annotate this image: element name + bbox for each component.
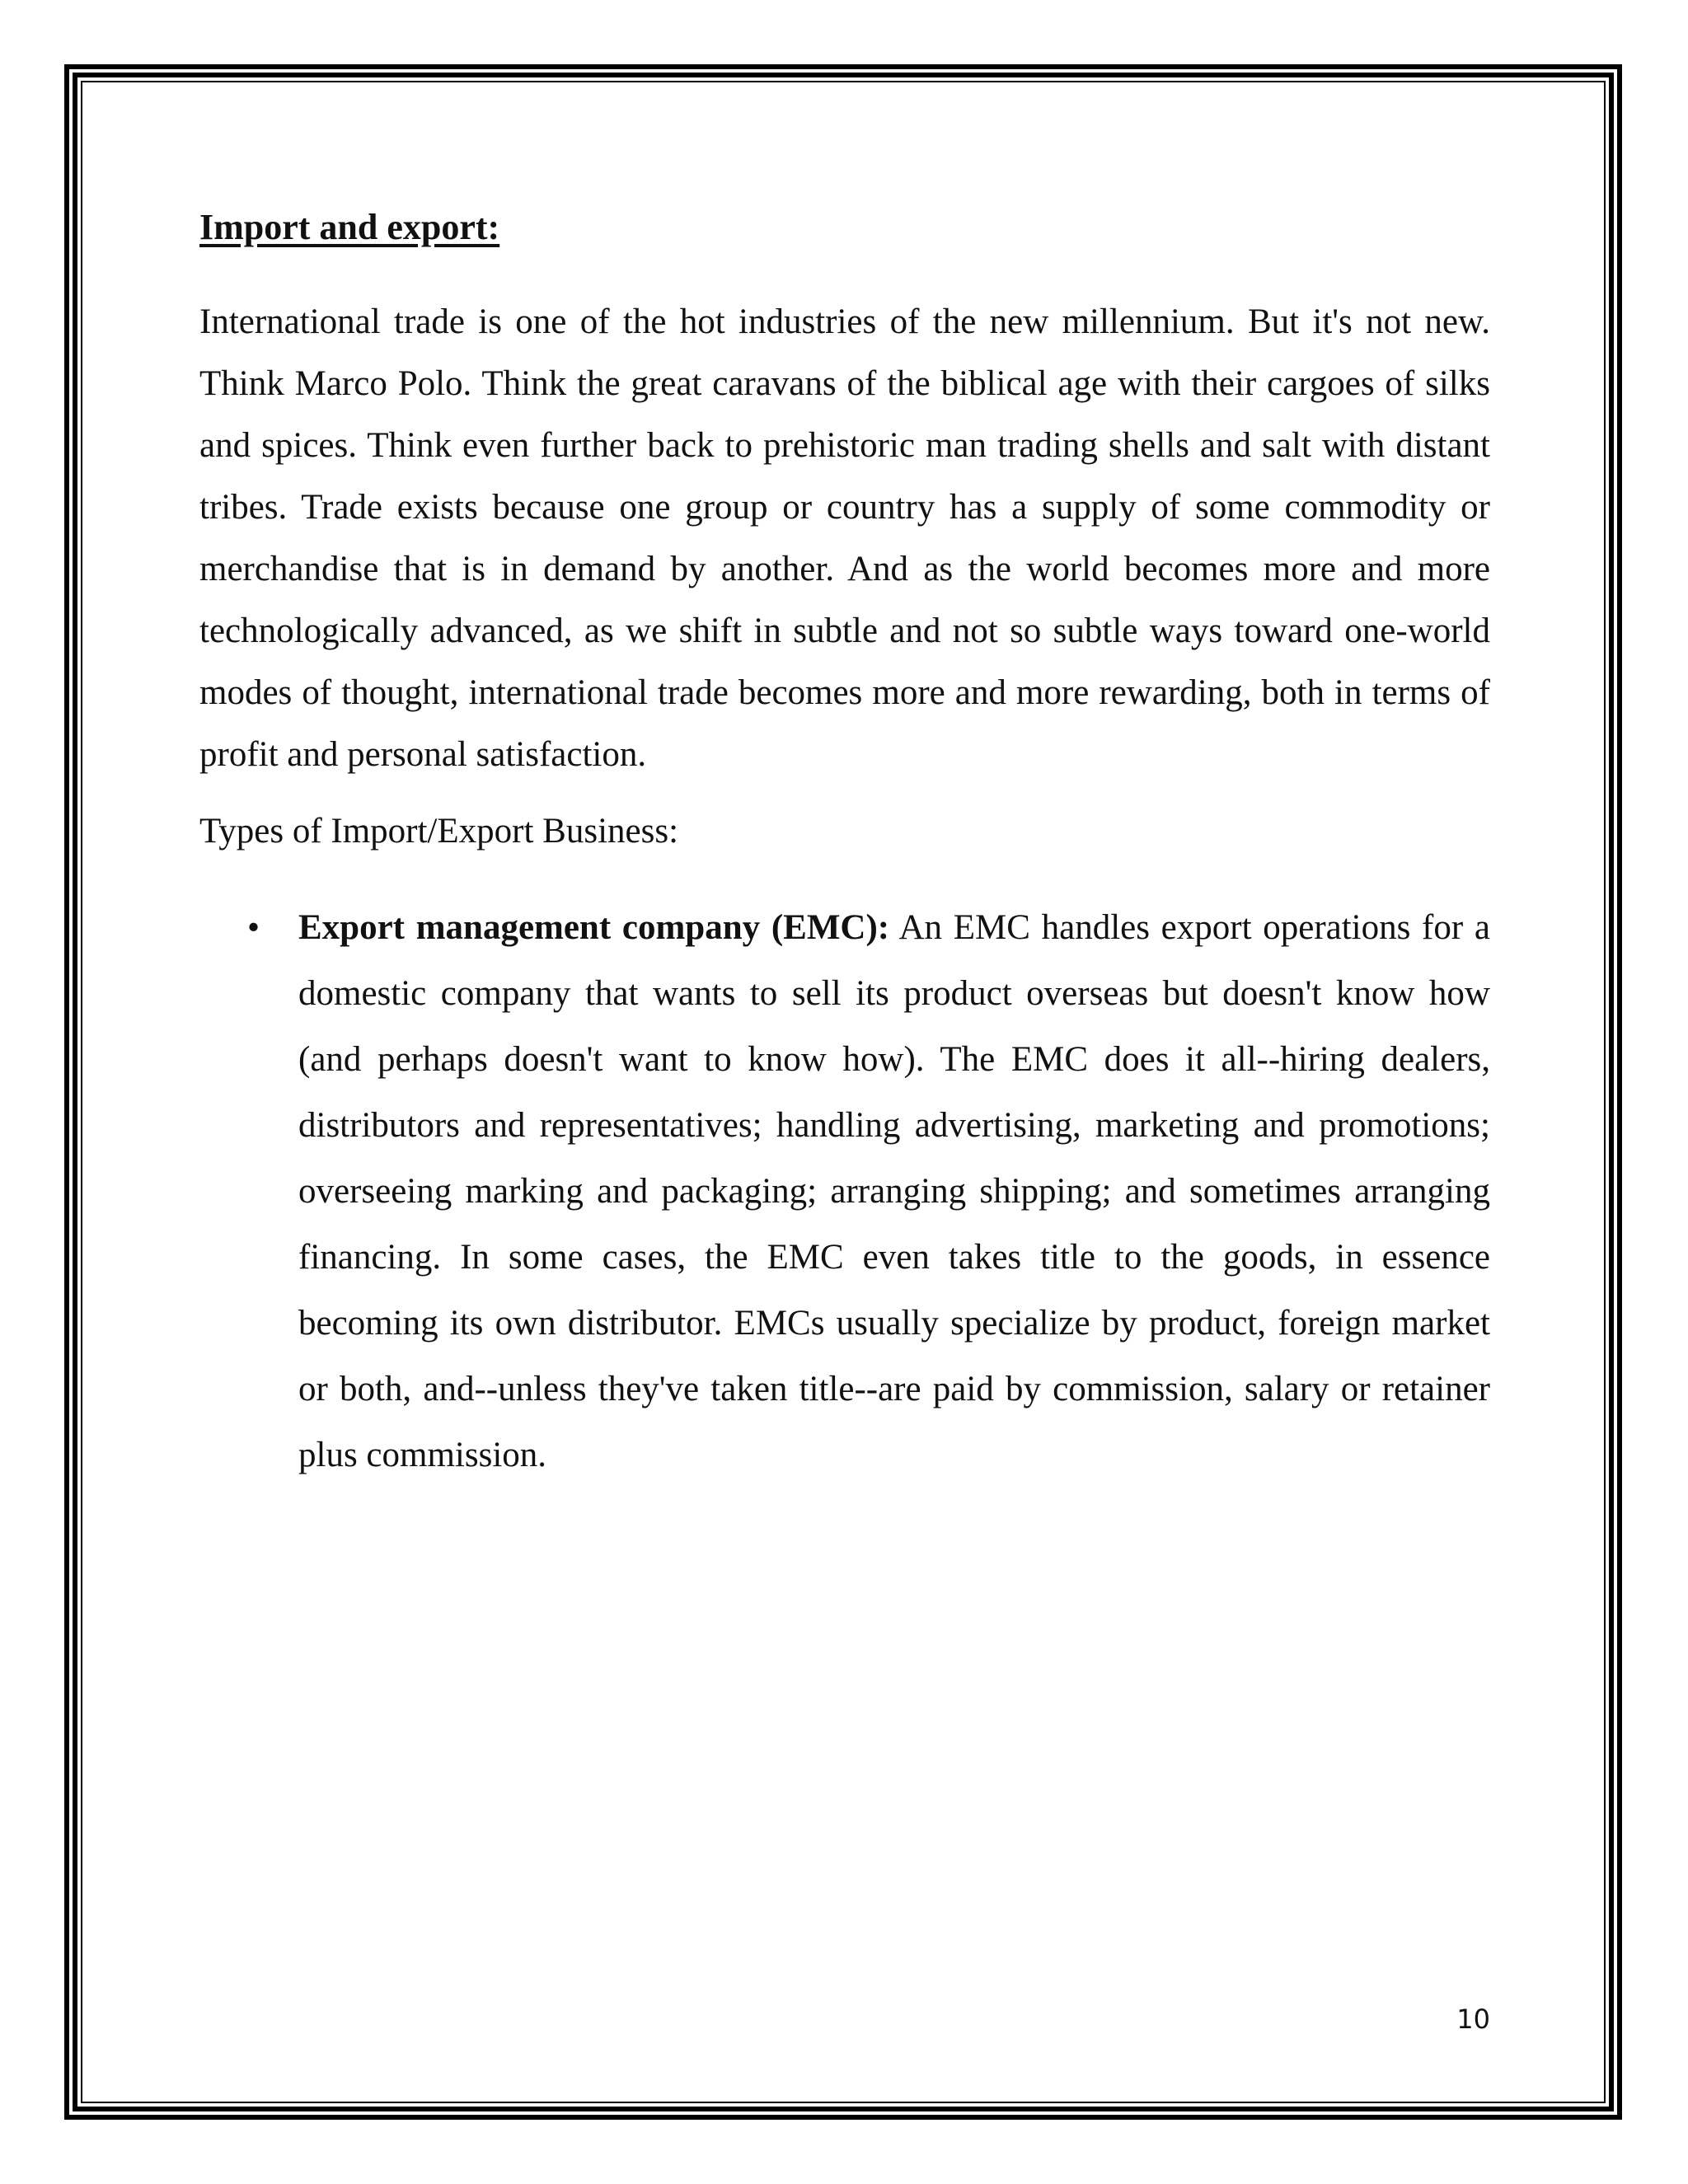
bullet-term: Export management company (EMC): — [298, 907, 890, 947]
list-item-emc — [199, 895, 1490, 1488]
bullet-icon: • — [247, 907, 260, 947]
page-content — [199, 206, 1490, 1488]
section-heading: Import and export: — [199, 207, 500, 247]
intro-paragraph: International trade is one of the hot industries of the new millennium. But it's not new. Think Marco Polo. Think the great caravans of the biblical age with their cargoes of silks and spices. Think even further back to prehistoric man trading shells and salt with distant tribes. Trade exists because one group or country has a supply of some commodity or merchandise that is in demand by another. And as the world becomes more and more technologically advanced, as we shift in subtle and not so subtle ways toward one-world modes of thought, international trade becomes more and more rewarding, both in terms of profit and personal satisfaction. — [199, 302, 1490, 774]
page-number: 10 — [1456, 2004, 1490, 2035]
business-types-list — [199, 895, 1490, 1488]
bullet-text: An EMC handles export operations for a domestic company that wants to sell its product overseas but doesn't know how (and perhaps doesn't want to know how). The EMC does it all--hiring dealers, distributors and representatives; handling advertising, marketing and promotions; overseeing marking and packaging; arranging shipping; and sometimes arranging financing. In some cases, the EMC even takes title to the goods, in essence becoming its own distributor. EMCs usually specialize by product, foreign market or both, and--unless they've taken title--are paid by commission, salary or retainer plus commission. — [298, 907, 1490, 1474]
types-label: Types of Import/Export Business: — [199, 811, 679, 851]
